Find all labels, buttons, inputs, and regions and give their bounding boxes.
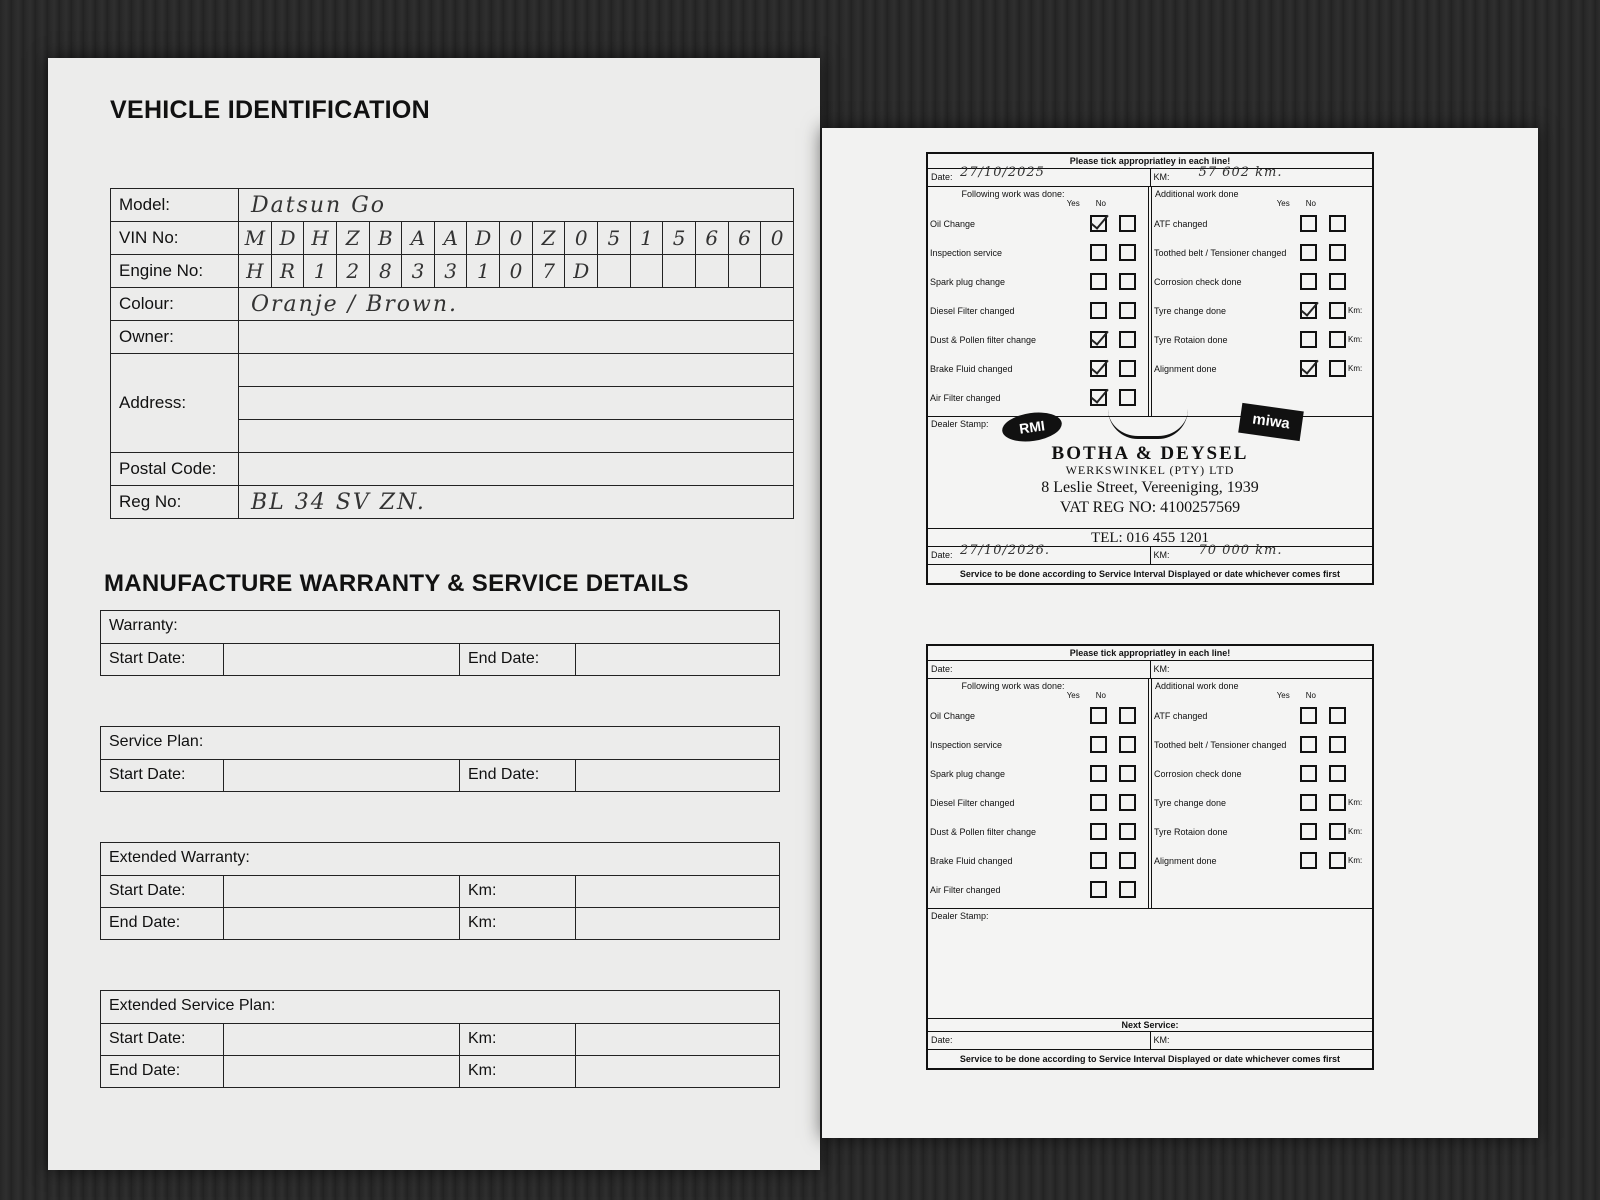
dealer-stamp-area	[928, 410, 1372, 529]
vin-char: D	[467, 222, 500, 254]
engine-chars	[239, 255, 793, 287]
date-label: Date:	[931, 664, 953, 674]
yes-checkbox[interactable]	[1090, 244, 1107, 261]
owner-value	[239, 321, 794, 354]
yes-checkbox[interactable]	[1090, 302, 1107, 319]
yes-checkbox[interactable]	[1090, 881, 1107, 898]
miwa-logo-icon: miwa	[1238, 403, 1304, 441]
vin-char: D	[272, 222, 305, 254]
yes-checkbox[interactable]	[1300, 823, 1317, 840]
item-label: Toothed belt / Tensioner changed	[1154, 247, 1287, 258]
yes-checkbox-checked[interactable]	[1090, 215, 1107, 232]
postal-code-label: Postal Code:	[111, 453, 239, 486]
item-label: Tyre Rotaion done	[1154, 334, 1228, 345]
next-date-label: Date:	[931, 550, 953, 560]
item-label: Spark plug change	[930, 768, 1006, 779]
item-label: ATF changed	[1154, 710, 1208, 721]
no-checkbox[interactable]	[1329, 215, 1346, 232]
extended-service-km-label: Km:	[459, 1024, 575, 1055]
additional-work-heading: Additional work done	[1155, 681, 1239, 691]
no-checkbox[interactable]	[1119, 302, 1136, 319]
form-title: Please tick appropriatley in each line!	[928, 646, 1372, 661]
item-label: Alignment done	[1154, 363, 1217, 374]
colour-label: Colour:	[111, 288, 239, 321]
address-label: Address:	[111, 354, 239, 453]
km-label: Km:	[1348, 798, 1363, 807]
km-label: Km:	[1348, 364, 1363, 373]
item-label: Air Filter changed	[930, 884, 1001, 895]
item-label: Inspection service	[930, 247, 1003, 258]
item-label: Brake Fluid changed	[930, 363, 1013, 374]
postal-code-value	[239, 453, 794, 486]
vin-char: 1	[631, 222, 664, 254]
vin-char: 5	[598, 222, 631, 254]
no-checkbox[interactable]	[1329, 765, 1346, 782]
item-label: Spark plug change	[930, 276, 1006, 287]
owner-label: Owner:	[111, 321, 239, 354]
service-plan-end-value	[575, 760, 779, 791]
extended-service-start-value	[223, 1024, 459, 1055]
no-label: No	[1305, 691, 1316, 700]
no-checkbox[interactable]	[1119, 215, 1136, 232]
vin-char: Z	[337, 222, 370, 254]
engine-label: Engine No:	[111, 255, 239, 288]
extended-service-end-label: End Date:	[109, 1062, 181, 1079]
yes-checkbox-checked[interactable]	[1090, 360, 1107, 377]
yes-checkbox[interactable]	[1300, 852, 1317, 869]
next-service-heading: Next Service:	[928, 1019, 1372, 1032]
date-label: Date:	[931, 172, 953, 182]
engine-char	[729, 255, 762, 287]
yes-checkbox[interactable]	[1300, 331, 1317, 348]
no-checkbox[interactable]	[1119, 852, 1136, 869]
reg-no-value: BL 34 SV ZN.	[239, 486, 794, 519]
extended-warranty-km-label: Km:	[459, 876, 575, 907]
no-checkbox[interactable]	[1329, 244, 1346, 261]
yes-label: Yes	[1066, 199, 1080, 208]
following-work-heading: Following work was done:	[961, 681, 1065, 691]
extended-warranty-km-label-2: Km:	[459, 908, 575, 939]
extended-warranty-end-value	[223, 908, 459, 939]
item-label: Corrosion check done	[1154, 276, 1242, 287]
vin-char: B	[370, 222, 403, 254]
engine-char: 3	[402, 255, 435, 287]
yes-label: Yes	[1276, 199, 1290, 208]
no-checkbox[interactable]	[1119, 707, 1136, 724]
extended-warranty-table	[100, 842, 780, 940]
service-plan-end-label: End Date:	[459, 760, 575, 791]
item-label: Oil Change	[930, 218, 976, 229]
item-label: Inspection service	[930, 739, 1003, 750]
extended-service-km-value	[575, 1024, 779, 1055]
reg-no-label: Reg No:	[111, 486, 239, 519]
item-label: Dust & Pollen filter change	[930, 334, 1037, 345]
yes-checkbox[interactable]	[1300, 215, 1317, 232]
yes-checkbox-checked[interactable]	[1300, 360, 1317, 377]
yes-checkbox[interactable]	[1090, 765, 1107, 782]
engine-char: 8	[370, 255, 403, 287]
yes-checkbox[interactable]	[1300, 244, 1317, 261]
engine-char	[631, 255, 664, 287]
engine-char: 0	[500, 255, 533, 287]
following-work-heading: Following work was done:	[961, 189, 1065, 199]
vin-label: VIN No:	[111, 222, 239, 255]
colour-value: Oranje / Brown.	[239, 288, 794, 321]
vin-chars	[239, 222, 793, 254]
item-label: Corrosion check done	[1154, 768, 1242, 779]
item-label: Brake Fluid changed	[930, 855, 1013, 866]
extended-service-plan-table	[100, 990, 780, 1088]
yes-checkbox[interactable]	[1090, 852, 1107, 869]
yes-checkbox[interactable]	[1090, 794, 1107, 811]
no-checkbox[interactable]	[1329, 273, 1346, 290]
vin-char: 0	[770, 226, 784, 250]
dealer-stamp-label: Dealer Stamp:	[931, 419, 989, 429]
extended-warranty-start-label: Start Date:	[109, 882, 186, 899]
engine-char	[598, 255, 631, 287]
vin-char: Z	[533, 222, 566, 254]
no-checkbox[interactable]	[1119, 765, 1136, 782]
no-label: No	[1305, 199, 1316, 208]
no-checkbox[interactable]	[1329, 794, 1346, 811]
engine-char: 2	[337, 255, 370, 287]
item-label: Diesel Filter changed	[930, 797, 1015, 808]
warranty-end-value	[575, 644, 779, 675]
extended-service-km-label-2: Km:	[459, 1056, 575, 1087]
yes-checkbox[interactable]	[1090, 736, 1107, 753]
item-label: Tyre change done	[1154, 305, 1227, 316]
km-label: Km:	[1348, 306, 1363, 315]
extended-service-end-value	[223, 1056, 459, 1087]
km-label: Km:	[1348, 827, 1363, 836]
dealer-stamp-area	[928, 909, 1372, 1019]
engine-char: D	[565, 255, 598, 287]
no-checkbox[interactable]	[1119, 244, 1136, 261]
item-label: Tyre change done	[1154, 797, 1227, 808]
model-value: Datsun Go	[239, 189, 794, 222]
vin-char: M	[239, 222, 272, 254]
no-checkbox[interactable]	[1119, 389, 1136, 406]
extended-service-start-label: Start Date:	[109, 1030, 186, 1047]
form-footer: Service to be done according to Service Interval Displayed or date whichever comes first	[959, 569, 1341, 579]
yes-checkbox-checked[interactable]	[1300, 302, 1317, 319]
vehicle-identification-table	[110, 188, 794, 519]
no-checkbox[interactable]	[1119, 794, 1136, 811]
vehicle-identification-title: VEHICLE IDENTIFICATION	[110, 96, 431, 124]
no-checkbox[interactable]	[1329, 736, 1346, 753]
dealer-vat: VAT REG NO: 4100257569	[1059, 499, 1241, 516]
address-line	[239, 354, 794, 387]
service-plan-title: Service Plan:	[109, 733, 204, 750]
yes-label: Yes	[1066, 691, 1080, 700]
yes-checkbox[interactable]	[1300, 794, 1317, 811]
address-line	[239, 387, 794, 420]
no-checkbox[interactable]	[1119, 881, 1136, 898]
km-label: Km:	[1348, 856, 1363, 865]
yes-checkbox-checked[interactable]	[1090, 331, 1107, 348]
engine-char: H	[239, 255, 272, 287]
right-page	[822, 128, 1538, 1138]
no-checkbox[interactable]	[1329, 852, 1346, 869]
no-checkbox[interactable]	[1119, 273, 1136, 290]
km-label: KM:	[1153, 172, 1170, 182]
engine-char: 1	[304, 255, 337, 287]
vin-char: 6	[729, 222, 762, 254]
extended-service-km-value-2	[575, 1056, 779, 1087]
km-label: Km:	[1348, 335, 1363, 344]
service-plan-start-value	[223, 760, 459, 791]
warranty-start-value	[223, 644, 459, 675]
vin-char: 6	[696, 222, 729, 254]
additional-work-column	[1148, 187, 1372, 416]
additional-work-column	[1148, 679, 1372, 908]
service-plan-start-label: Start Date:	[109, 766, 186, 783]
model-label: Model:	[111, 189, 239, 222]
extended-service-plan-title: Extended Service Plan:	[109, 997, 276, 1014]
no-checkbox[interactable]	[1119, 823, 1136, 840]
no-checkbox[interactable]	[1329, 707, 1346, 724]
no-checkbox[interactable]	[1329, 302, 1346, 319]
form-title: Please tick appropriatley in each line!	[928, 154, 1372, 169]
yes-checkbox[interactable]	[1090, 273, 1107, 290]
next-service-km-written: 70 000 km.	[1198, 543, 1283, 558]
extended-warranty-title: Extended Warranty:	[109, 849, 250, 866]
extended-warranty-end-label: End Date:	[109, 914, 181, 931]
km-label: KM:	[1153, 664, 1170, 674]
item-label: Oil Change	[930, 710, 976, 721]
service-plan-table	[100, 726, 780, 792]
additional-work-heading: Additional work done	[1155, 189, 1239, 199]
engine-char: 7	[533, 255, 566, 287]
no-checkbox[interactable]	[1329, 823, 1346, 840]
following-work-column	[928, 187, 1148, 416]
yes-label: Yes	[1276, 691, 1290, 700]
engine-char	[696, 255, 729, 287]
vin-char: 0	[565, 222, 598, 254]
left-page	[48, 58, 820, 1170]
engine-char: 3	[435, 255, 468, 287]
item-label: Toothed belt / Tensioner changed	[1154, 739, 1287, 750]
dealer-address: 8 Leslie Street, Vereeniging, 1939	[1041, 479, 1259, 496]
item-label: Dust & Pollen filter change	[930, 826, 1037, 837]
no-checkbox[interactable]	[1329, 360, 1346, 377]
vin-char: 0	[500, 222, 533, 254]
item-label: Tyre Rotaion done	[1154, 826, 1228, 837]
engine-char	[761, 255, 793, 287]
no-label: No	[1095, 199, 1106, 208]
vin-char: 5	[663, 222, 696, 254]
warranty-title: Warranty:	[109, 617, 178, 634]
dealer-subname: WERKSWINKEL (PTY) LTD	[1065, 463, 1235, 477]
warranty-table	[100, 610, 780, 676]
dealer-name: BOTHA & DEYSEL	[1051, 443, 1249, 464]
engine-char: R	[272, 255, 305, 287]
dealer-tel: TEL: 016 455 1201	[928, 529, 1372, 547]
yes-checkbox[interactable]	[1090, 823, 1107, 840]
next-service-date-written: 27/10/2026.	[960, 543, 1051, 558]
vin-char: A	[402, 222, 435, 254]
service-record-2	[926, 644, 1374, 1070]
yes-checkbox[interactable]	[1090, 707, 1107, 724]
yes-checkbox[interactable]	[1300, 736, 1317, 753]
warranty-section-title: MANUFACTURE WARRANTY & SERVICE DETAILS	[104, 570, 689, 597]
no-label: No	[1095, 691, 1106, 700]
vin-char: H	[304, 222, 337, 254]
extended-warranty-km-value-2	[575, 908, 779, 939]
item-label: Air Filter changed	[930, 392, 1001, 403]
yes-checkbox-checked[interactable]	[1090, 389, 1107, 406]
address-line	[239, 420, 794, 453]
yes-checkbox[interactable]	[1300, 273, 1317, 290]
vin-char: A	[435, 222, 468, 254]
engine-char: 1	[467, 255, 500, 287]
item-label: Alignment done	[1154, 855, 1217, 866]
rmi-logo-icon: RMI	[1000, 409, 1063, 445]
item-label: ATF changed	[1154, 218, 1208, 229]
no-checkbox[interactable]	[1119, 331, 1136, 348]
no-checkbox[interactable]	[1329, 331, 1346, 348]
warranty-start-label: Start Date:	[109, 650, 186, 667]
no-checkbox[interactable]	[1119, 360, 1136, 377]
extended-warranty-km-value	[575, 876, 779, 907]
service-record-1	[926, 152, 1374, 585]
yes-checkbox[interactable]	[1300, 765, 1317, 782]
warranty-end-label: End Date:	[459, 644, 575, 675]
engine-char	[663, 255, 696, 287]
following-work-column	[928, 679, 1148, 908]
no-checkbox[interactable]	[1119, 736, 1136, 753]
service-date-written: 27/10/2025	[960, 165, 1045, 180]
item-label: Diesel Filter changed	[930, 305, 1015, 316]
form-footer: Service to be done according to Service Interval Displayed or date whichever comes first	[959, 1054, 1341, 1064]
extended-warranty-start-value	[223, 876, 459, 907]
next-km-label: KM:	[1153, 1035, 1170, 1045]
next-date-label: Date:	[931, 1035, 953, 1045]
dealer-stamp-label: Dealer Stamp:	[931, 911, 989, 921]
service-km-written: 57 602 km.	[1198, 165, 1283, 180]
car-emblem-icon	[1108, 409, 1188, 439]
next-km-label: KM:	[1153, 550, 1170, 560]
yes-checkbox[interactable]	[1300, 707, 1317, 724]
